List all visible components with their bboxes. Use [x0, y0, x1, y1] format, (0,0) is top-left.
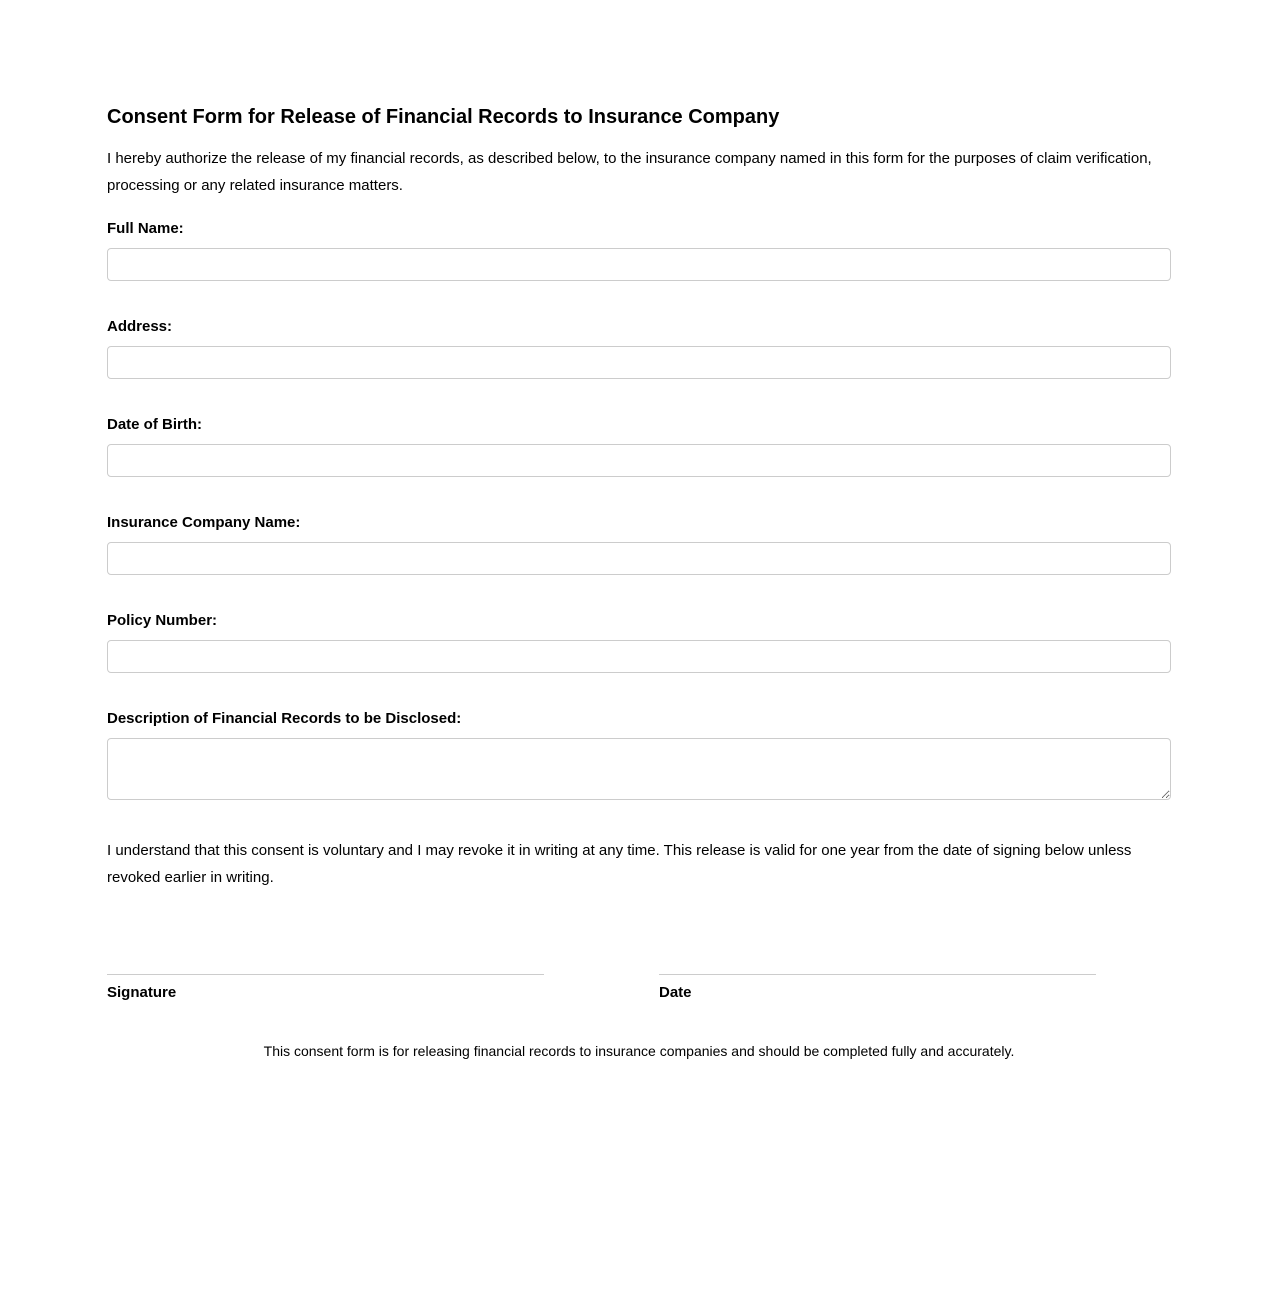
- full-name-label: Full Name:: [107, 220, 184, 237]
- signature-block: [107, 974, 544, 1002]
- policy-number-input[interactable]: [107, 640, 1171, 673]
- field-group-date-of-birth: [107, 416, 1171, 477]
- field-group-policy-number: [107, 612, 1171, 673]
- address-input[interactable]: [107, 346, 1171, 379]
- signature-line: [107, 974, 544, 975]
- address-label: Address:: [107, 318, 173, 335]
- date-of-birth-input[interactable]: [107, 444, 1171, 477]
- consent-note-paragraph: I understand that this consent is voluntary and I may revoke it in writing at any time. This release is valid for one year from the date of signing below unless revoked earlier in writing.: [107, 842, 1132, 886]
- date-of-birth-label: Date of Birth:: [107, 416, 202, 433]
- footer-note: This consent form is for releasing financial records to insurance companies and should be completed fully and accurately.: [263, 1043, 1015, 1059]
- insurance-company-name-input[interactable]: [107, 542, 1171, 575]
- insurance-company-name-label: Insurance Company Name:: [107, 514, 301, 531]
- policy-number-label: Policy Number:: [107, 612, 218, 629]
- page-title: Consent Form for Release of Financial Records to Insurance Company: [107, 106, 780, 128]
- field-group-insurance-company-name: [107, 514, 1171, 575]
- signature-section: [107, 974, 1171, 1002]
- date-line: [659, 974, 1096, 975]
- intro-paragraph: I hereby authorize the release of my financial records, as described below, to the insurance company named in this form for the purposes of claim verification, processing or any related insurance matters.: [107, 150, 1152, 194]
- full-name-input[interactable]: [107, 248, 1171, 281]
- records-description-label: Description of Financial Records to be Disclosed:: [107, 710, 462, 727]
- field-group-records-description: [107, 710, 1171, 800]
- field-group-address: [107, 318, 1171, 379]
- field-group-full-name: [107, 220, 1171, 281]
- signature-label: Signature: [107, 984, 177, 1001]
- date-block: [659, 974, 1096, 1002]
- records-description-textarea[interactable]: [107, 738, 1171, 800]
- date-label: Date: [659, 984, 692, 1001]
- consent-form-page: [107, 0, 1171, 1060]
